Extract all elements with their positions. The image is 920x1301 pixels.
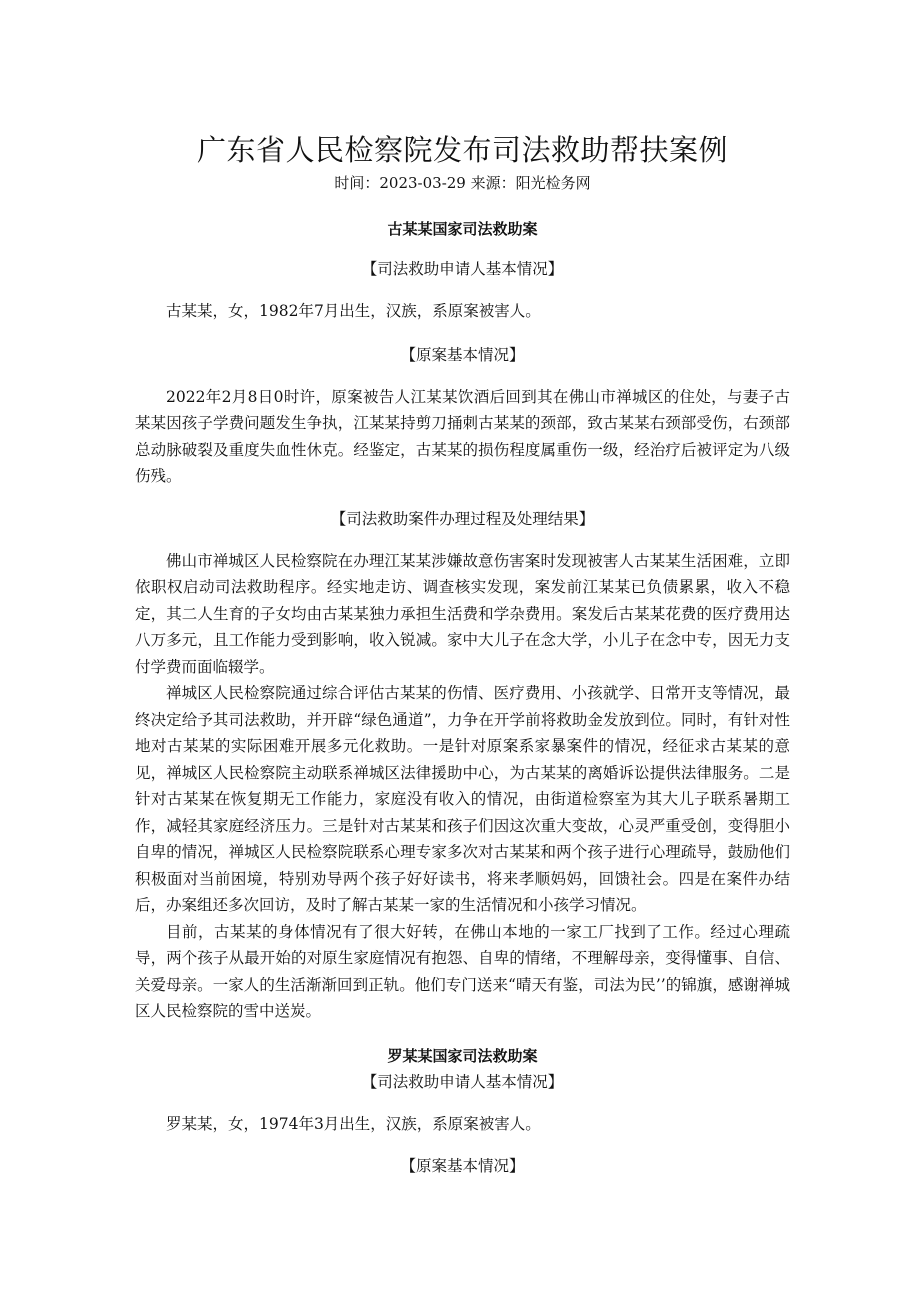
case1-process-paragraph-1: 佛山市禅城区人民检察院在办理江某某涉嫌故意伤害案时发现被害人古某某生活困难，立即依职权启动司法救助程序。经实地走访、调查核实发现，案发前江某某已负债累累，收入不稳定，其二人生育的子女均由古某某独力承担生活费和学杂费用。案发后古某某花费的医疗费用达八万多元，且工作能力受到影响，收入锐减。家中大儿子在念大学，小儿子在念中专，因无力支付学费而面临辍学。 [135,551,790,676]
case1-process-paragraph-3: 目前，古某某的身体情况有了很大好转，在佛山本地的一家工厂找到了工作。经过心理疏导，两个孩子从最开始的对原生家庭情况有抱怨、自卑的情绪，不理解母亲，变得懂事、自信、关爱母亲。一家人的生活渐渐回到正轨。他们专门送来“晴天有鉴，司法为民’’的锦旗，感谢禅城区人民检察院的雪中送炭。 [135,922,790,1020]
case1-process-paragraph-2: 禅城区人民检察院通过综合评估古某某的伤情、医疗费用、小孩就学、日常开支等情况，最终决定给予其司法救助，并开辟“绿色通道”，力争在开学前将救助金发放到位。同时，有针对性地对古某某的实际困难开展多元化救助。一是针对原案系家暴案件的情况，经征求古某某的意见，禅城区人民检察院主动联系禅城区法律援助中心，为古某某的离婚诉讼提供法律服务。二是针对古某某在恢复期无工作能力，家庭没有收入的情况，由街道检察室为其大儿子联系暑期工作，减轻其家庭经济压力。三是针对古某某和孩子们因这次重大变故，心灵严重受创，变得胆小自卑的情况，禅城区人民检察院联系心理专家多次对古某某和两个孩子进行心理疏导，鼓励他们积极面对当前困境，特别劝导两个孩子好好读书，将来孝顺妈妈，回馈社会。四是在案件办结后，办案组还多次回访，及时了解古某某一家的生活情况和小孩学习情况。 [135,684,790,914]
case1-section-process: 【司法救助案件办理过程及处理结果】 [330,509,595,528]
case2-applicant-text: 罗某某，女，1974年3月出生，汉族，系原案被害人。 [166,1114,541,1133]
case1-section-basic: 【原案基本情况】 [400,345,525,364]
case1-title: 古某某国家司法救助案 [387,220,538,238]
article-meta: 时间：2023-03-29 来源：阳光检务网 [334,174,591,192]
document-page [135,128,790,1179]
case2-section-applicant: 【司法救助申请人基本情况】 [361,1072,564,1091]
article-title: 广东省人民检察院发布司法救助帮扶案例 [196,133,728,167]
case1-section-applicant: 【司法救助申请人基本情况】 [361,260,564,278]
case1-basic-text: 2022年2月8日0时许，原案被告人江某某饮酒后回到其在佛山市禅城区的住处，与妻子古某某因孩子学费问题发生争执，江某某持剪刀捅刺古某某的颈部，致古某某右颈部受伤，右颈部总动脉破裂及重度失血性休克。经鉴定，古某某的损伤程度属重伤一级，经治疗后被评定为八级伤残。 [135,387,790,485]
case2-section-basic: 【原案基本情况】 [400,1157,525,1175]
case1-applicant-text: 古某某，女，1982年7月出生，汉族，系原案被害人。 [166,302,541,320]
case2-title: 罗某某国家司法救助案 [387,1046,538,1065]
